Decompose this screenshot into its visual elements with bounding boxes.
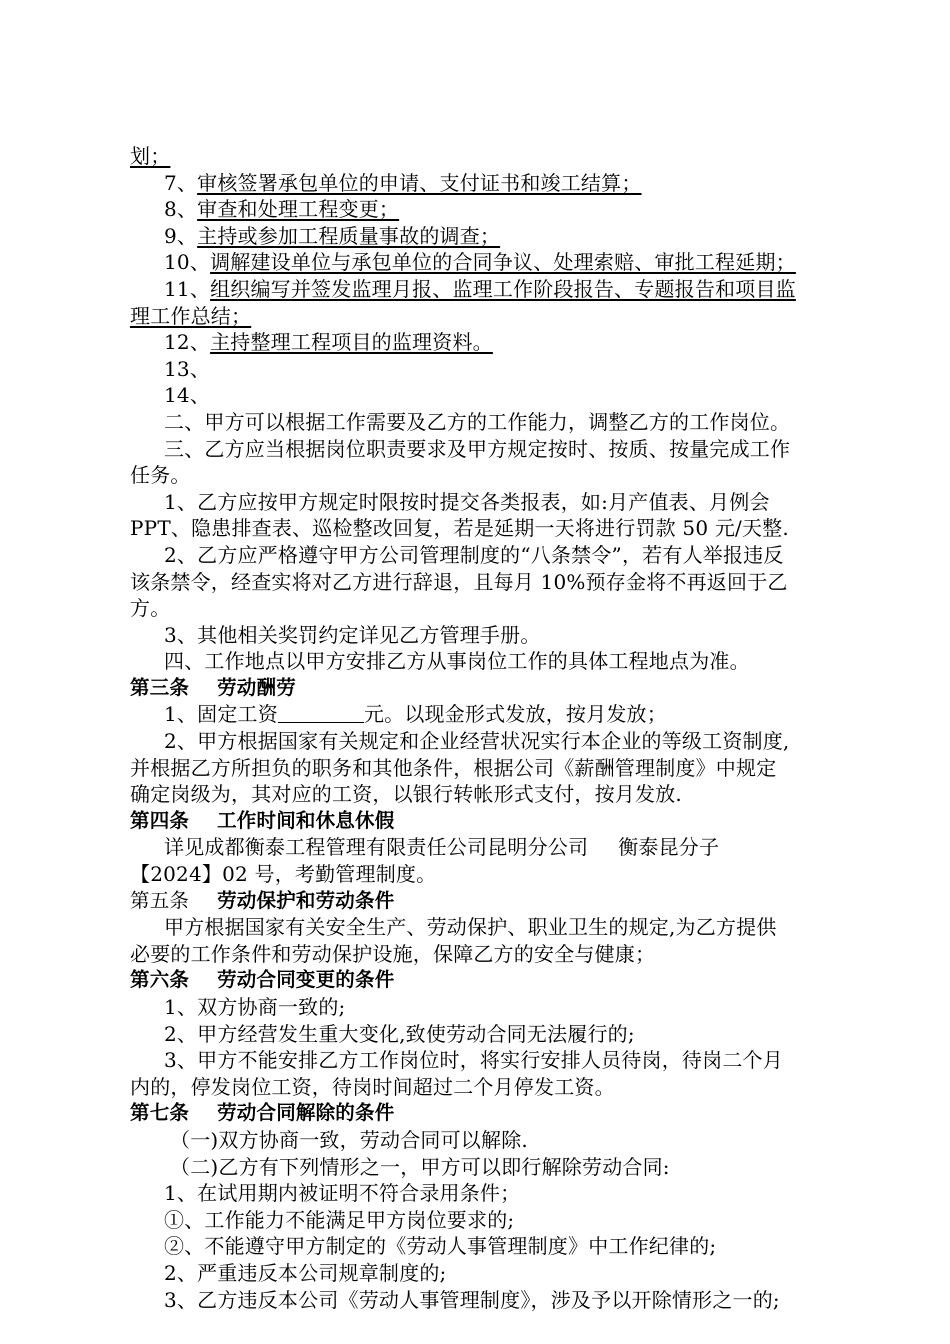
duty-item: 12、主持整理工程项目的监理资料。 <box>164 330 493 355</box>
paragraph: 3、其他相关奖罚约定详见乙方管理手册。 <box>164 622 541 647</box>
paragraph: 三、乙方应当根据岗位职责要求及甲方规定按时、按质、按量完成工作 <box>164 436 791 461</box>
paragraph: 二、甲方可以根据工作需要及乙方的工作能力，调整乙方的工作岗位。 <box>164 409 791 434</box>
paragraph: 详见成都衡泰工程管理有限责任公司昆明分公司 衡泰昆分子 <box>164 835 720 860</box>
text-line <box>130 143 860 170</box>
paragraph: （一)双方协商一致，劳动合同可以解除. <box>170 1127 528 1152</box>
contract-body <box>130 143 860 1313</box>
paragraph: 甲方根据国家有关安全生产、劳动保护、职业卫生的规定,为乙方提供 <box>164 915 777 940</box>
paragraph: 3、甲方不能安排乙方工作岗位时，将实行安排人员待岗，待岗二个月 <box>164 1048 783 1073</box>
article-heading-4: 第四条 工作时间和休息休假 <box>130 808 395 832</box>
paragraph-continuation: 任务。 <box>130 463 191 488</box>
duty-item: 9、主持或参加工程质量事故的调查； <box>164 223 501 248</box>
paragraph-continuation: 必要的工作条件和劳动保护设施，保障乙方的安全与健康； <box>130 941 656 966</box>
paragraph-continuation: 确定岗级为，其对应的工资，以银行转帐形式支付，按月发放. <box>130 782 682 807</box>
duty-item: 8、审查和处理工程变更； <box>164 197 400 222</box>
text-line <box>130 303 860 330</box>
paragraph-continuation: 方。 <box>130 596 171 621</box>
underlined-text: 理工作总结； <box>130 303 252 328</box>
paragraph: 2、乙方应严格遵守甲方公司管理制度的“八条禁令”，若有人举报违反 <box>164 542 784 567</box>
paragraph-continuation: PPT、隐患排查表、巡检整改回复，若是延期一天将进行罚款 50 元/天整. <box>130 516 789 541</box>
paragraph: 1、乙方应按甲方规定时限按时提交各类报表，如:月产值表、月例会 <box>164 489 770 514</box>
paragraph: 2、甲方经营发生重大变化,致使劳动合同无法履行的; <box>164 1021 635 1046</box>
duty-item: 11、组织编写并签发监理月报、监理工作阶段报告、专题报告和项目监 <box>164 276 796 301</box>
paragraph: 2、严重违反本公司规章制度的; <box>164 1260 447 1285</box>
article-heading-5: 第五条 劳动保护和劳动条件 <box>130 888 395 912</box>
paragraph-continuation: 该条禁令，经查实将对乙方进行辞退，且每月 10%预存金将不再返回于乙 <box>130 569 788 594</box>
paragraph: 1、双方协商一致的; <box>164 995 346 1019</box>
duty-item: 14、 <box>164 383 211 408</box>
paragraph-continuation: 内的，停发岗位工资，待岗时间超过二个月停发工资。 <box>130 1074 615 1099</box>
article-heading-6: 第六条 劳动合同变更的条件 <box>130 968 395 992</box>
paragraph: 1、在试用期内被证明不符合录用条件； <box>164 1181 521 1206</box>
article-heading-3: 第三条 劳动酬劳 <box>130 675 296 699</box>
underlined-text: 审核签署承包单位的申请、支付证书和竣工结算； <box>197 170 642 195</box>
article-heading-7: 第七条 劳动合同解除的条件 <box>130 1101 395 1125</box>
paragraph: 3、乙方违反本公司《劳动人事管理制度》，涉及予以开除情形之一的; <box>164 1287 780 1312</box>
paragraph: 四、工作地点以甲方安排乙方从事岗位工作的具体工程地点为准。 <box>164 649 750 674</box>
underlined-text: 主持或参加工程质量事故的调查； <box>197 223 501 248</box>
paragraph: 2、甲方根据国家有关规定和企业经营状况实行本企业的等级工资制度, <box>164 729 790 754</box>
underlined-text: 主持整理工程项目的监理资料。 <box>210 330 493 355</box>
underlined-text: 审查和处理工程变更； <box>197 197 400 222</box>
duty-item: 10、调解建设单位与承包单位的合同争议、处理索赔、审批工程延期； <box>164 250 796 275</box>
paragraph: （二)乙方有下列情形之一，甲方可以即行解除劳动合同: <box>170 1154 670 1179</box>
duty-item: 13、 <box>164 356 211 381</box>
paragraph-continuation: 【2024】02 号，考勤管理制度。 <box>130 862 437 887</box>
underlined-text: 调解建设单位与承包单位的合同争议、处理索赔、审批工程延期； <box>210 250 796 275</box>
salary-blank <box>278 702 364 723</box>
duty-item: 7、审核签署承包单位的申请、支付证书和竣工结算； <box>164 170 642 195</box>
underlined-text: 划； <box>130 144 171 168</box>
paragraph: 1、固定工资 元。以现金形式发放，按月发放； <box>164 702 667 727</box>
paragraph: ①、工作能力不能满足甲方岗位要求的; <box>164 1207 515 1232</box>
paragraph: ②、不能遵守甲方制定的《劳动人事管理制度》中工作纪律的; <box>164 1234 717 1259</box>
underlined-text: 组织编写并签发监理月报、监理工作阶段报告、专题报告和项目监 <box>210 276 796 301</box>
paragraph-continuation: 并根据乙方所担负的职务和其他条件，根据公司《薪酬管理制度》中规定 <box>130 755 777 780</box>
